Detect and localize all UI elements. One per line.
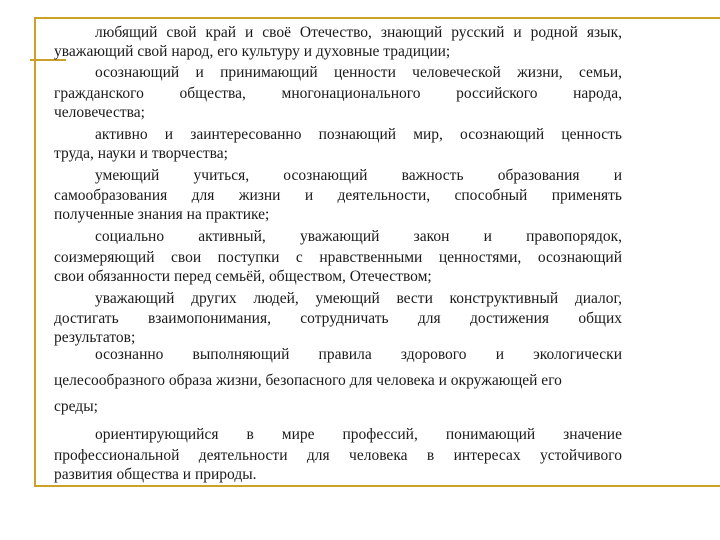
text-line: умеющий учиться, осознающий важность образования и (95, 167, 622, 184)
text-line: результатов; (54, 329, 136, 346)
text-line: осознающий и принимающий ценности человеческой жизни, семьи, (95, 64, 622, 81)
text-line: ориентирующийся в мире профессий, понимающий значение (95, 426, 622, 443)
text-line: уважающий свой народ, его культуру и духовные традиции; (54, 43, 451, 60)
text-line: свои обязанности перед семьёй, обществом, Отечеством; (54, 268, 432, 285)
text-line: полученные знания на практике; (54, 206, 270, 223)
top-rule (34, 17, 720, 19)
text-line: человечества; (54, 104, 145, 121)
text-line: профессиональной деятельности для человека в интересах устойчивого (54, 447, 622, 464)
text-line: любящий свой край и своё Отечество, знающий русский и родной язык, (95, 24, 622, 41)
text-line: уважающий других людей, умеющий вести конструктивный диалог, (95, 290, 622, 307)
text-line: среды; (54, 398, 98, 415)
text-line: достигать взаимопонимания, сотрудничать для достижения общих (54, 310, 622, 327)
text-line: целесообразного образа жизни, безопасного для человека и окружающей его (54, 372, 562, 389)
text-line: гражданского общества, многонационального российского народа, (54, 85, 622, 102)
text-line: развития общества и природы. (54, 466, 257, 483)
text-line: социально активный, уважающий закон и правопорядок, (95, 228, 622, 245)
text-line: осознанно выполняющий правила здорового и экологически (95, 346, 622, 363)
bottom-rule (34, 485, 720, 487)
left-rule (34, 17, 36, 485)
text-line: активно и заинтересованно познающий мир, осознающий ценность (95, 126, 622, 143)
text-line: самообразования для жизни и деятельности, способный применять (54, 187, 622, 204)
text-line: труда, науки и творчества; (54, 145, 228, 162)
text-line: соизмеряющий свои поступки с нравственными ценностями, осознающий (54, 249, 622, 266)
